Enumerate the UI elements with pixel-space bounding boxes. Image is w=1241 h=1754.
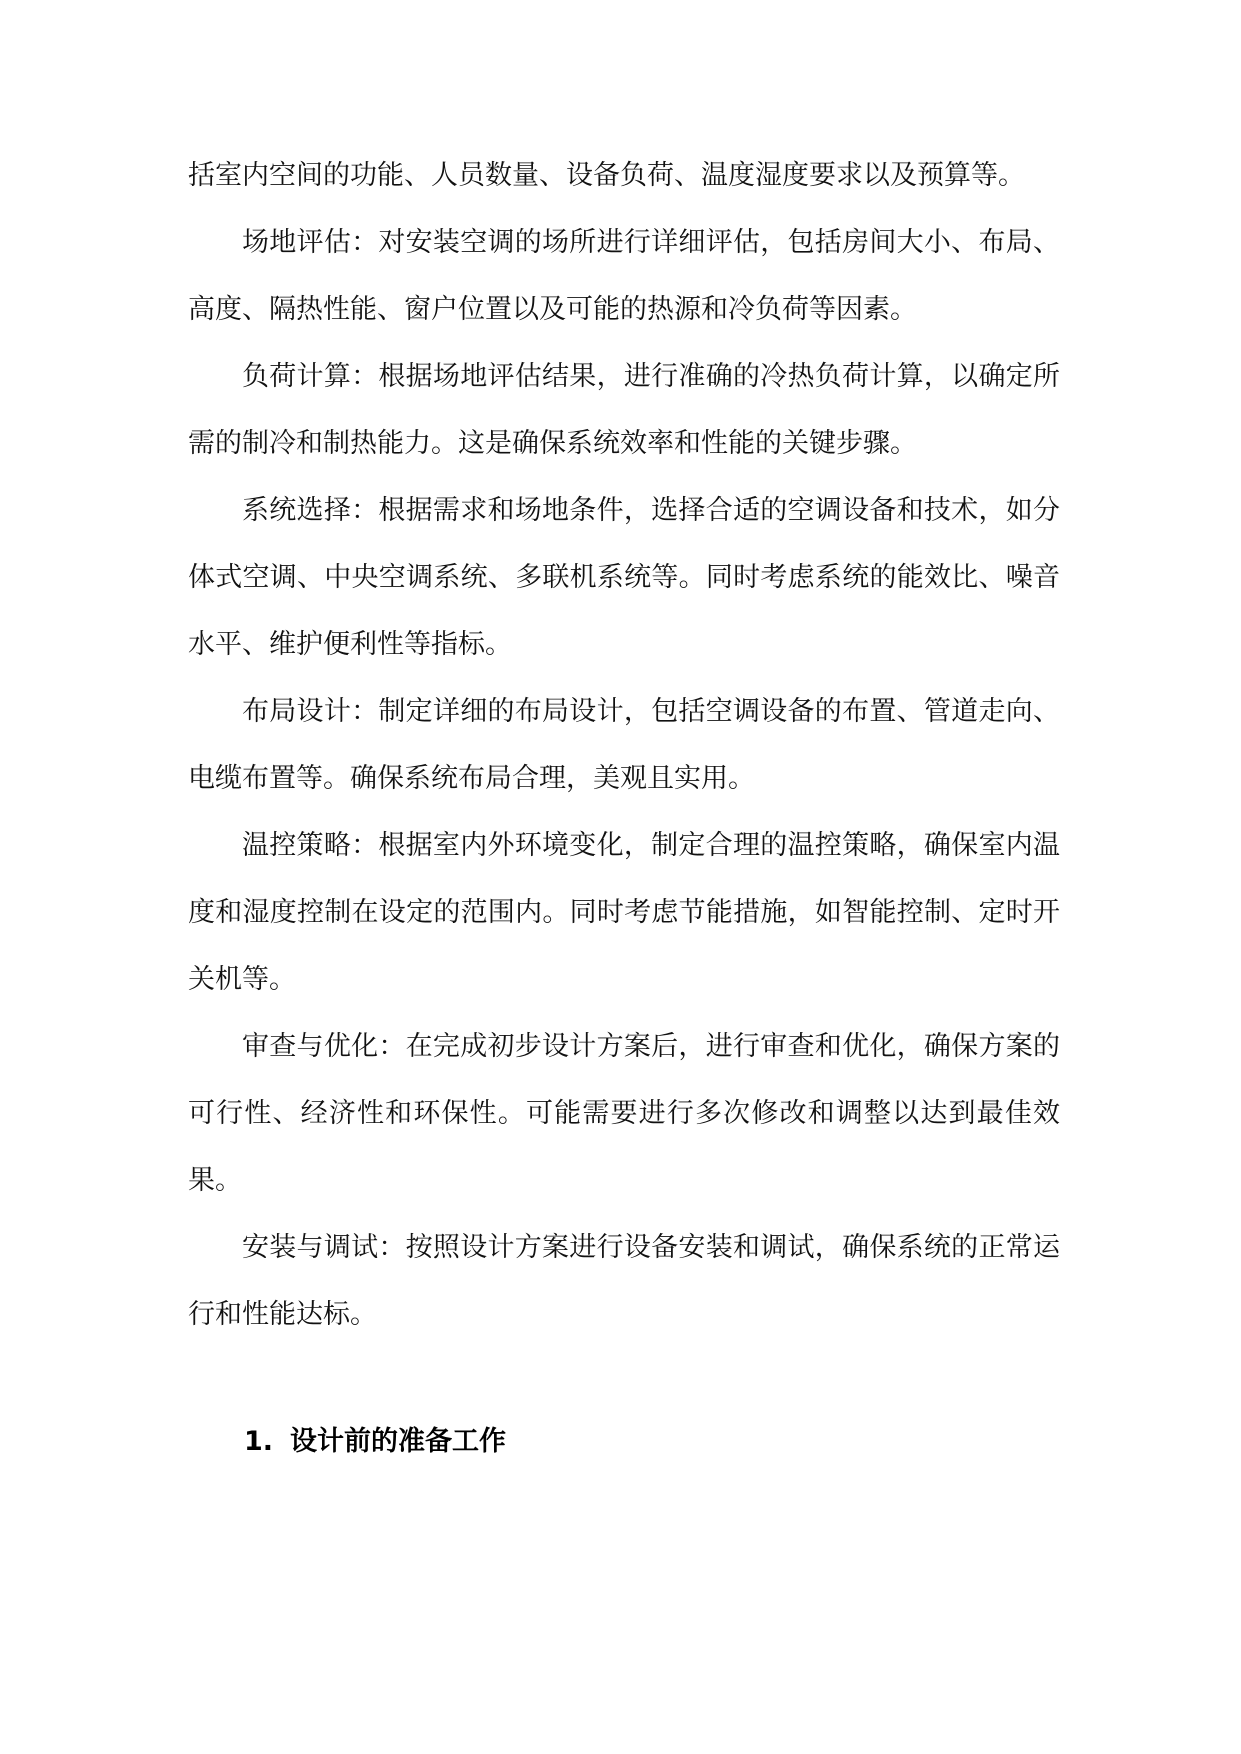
paragraph-temperature-strategy: 温控策略：根据室内外环境变化，制定合理的温控策略，确保室内温度和湿度控制在设定的范围内。同时考虑节能措施，如智能控制、定时开关机等。 [188,830,1060,995]
paragraph-layout-design: 布局设计：制定详细的布局设计，包括空调设备的布置、管道走向、电缆布置等。确保系统布局合理，美观且实用。 [188,696,1060,794]
document-body [188,142,1060,1475]
section-number: 1. [244,1426,274,1457]
paragraph-system-selection: 系统选择：根据需求和场地条件，选择合适的空调设备和技术，如分体式空调、中央空调系统、多联机系统等。同时考虑系统的能效比、噪音水平、维护便利性等指标。 [188,495,1060,660]
paragraph-installation-commissioning: 安装与调试：按照设计方案进行设备安装和调试，确保系统的正常运行和性能达标。 [188,1232,1060,1330]
paragraph-review-optimization: 审查与优化：在完成初步设计方案后，进行审查和优化，确保方案的可行性、经济性和环保性。可能需要进行多次修改和调整以达到最佳效果。 [188,1031,1060,1196]
paragraph-load-calculation: 负荷计算：根据场地评估结果，进行准确的冷热负荷计算，以确定所需的制冷和制热能力。这是确保系统效率和性能的关键步骤。 [188,361,1060,459]
section-title: 设计前的准备工作 [290,1426,506,1457]
paragraph-continuation: 括室内空间的功能、人员数量、设备负荷、温度湿度要求以及预算等。 [188,160,1025,191]
paragraph-site-assessment: 场地评估：对安装空调的场所进行详细评估，包括房间大小、布局、高度、隔热性能、窗户位置以及可能的热源和冷负荷等因素。 [188,227,1060,325]
section-heading [188,1408,1060,1475]
